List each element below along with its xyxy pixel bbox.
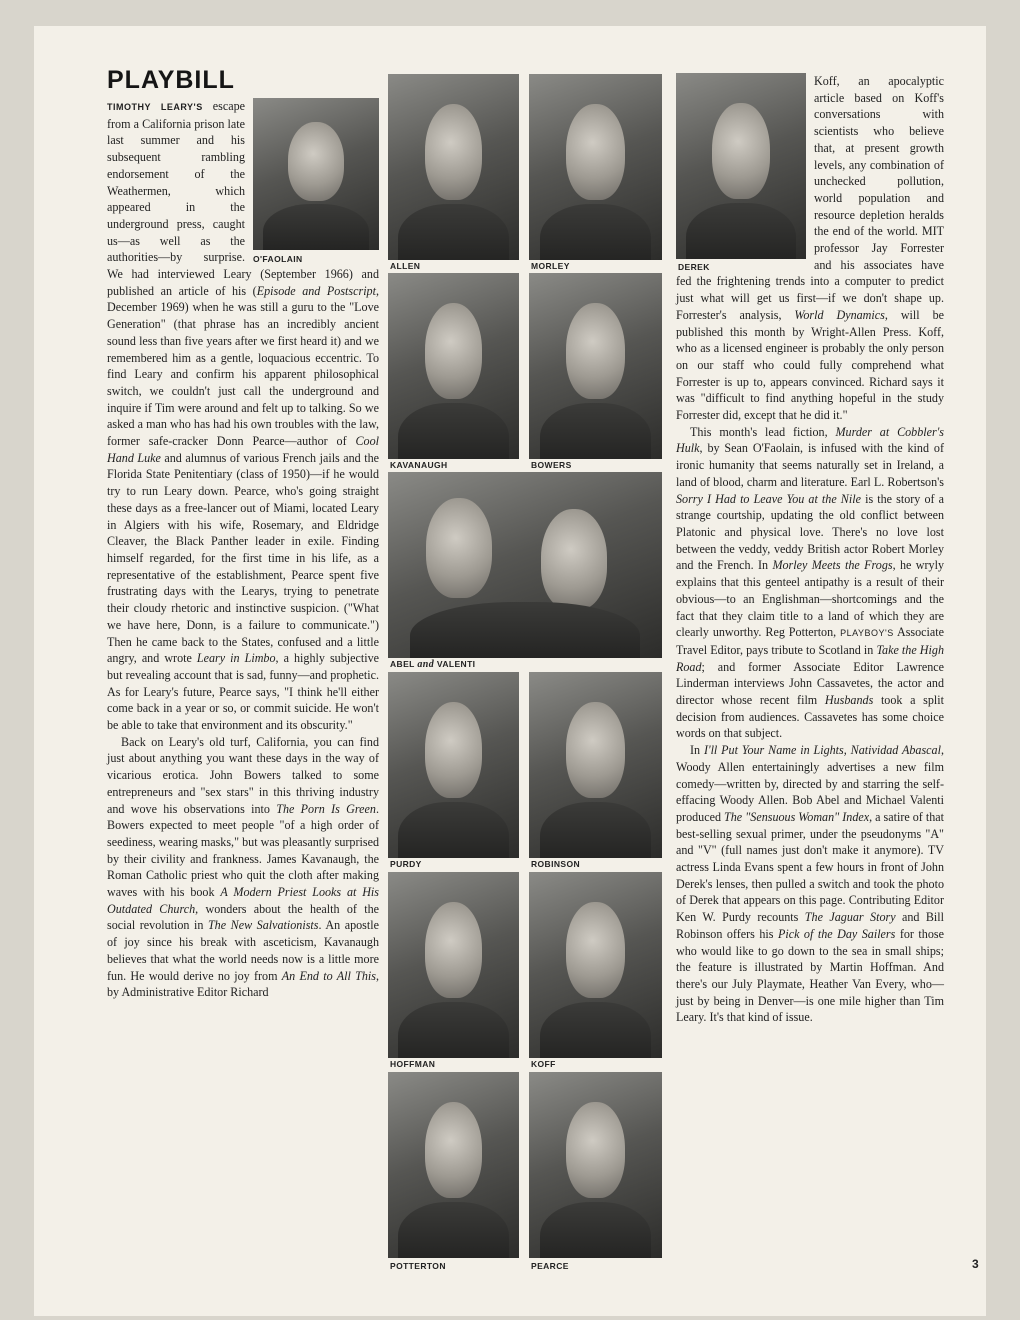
paragraph: TIMOTHY LEARY'S escape from a California prison late last summer and his subsequent rambling endorsement of the Weathermen, which appeared in the underground press, caught us—as well as the authorities—by surprise. We had interviewed Leary (September 1966) and published an article of his (Episode and Postscript, December 1969) when he was still a guru to the "Love Generation" (that phrase has an incredibly ancient sound less than five years after we first heard it) and we remembered him as a gentle, loquacious eccentric. To find Leary and confirm his apparent philosophical switch, we couldn't just call the underground and inquire if Tim were around and felt up to talking. So we asked a man who has had his own troubles with the law, former safe-cracker Donn Pearce—author of Cool Hand Luke and alumnus of various French jails and the Florida State Penitentiary (class of 1950)—if he would try to run Leary down. Pearce, who's going straight these days as a free-lancer out of Miami, located Leary in Algiers with his wife, Rosemary, and Eldridge Cleaver, the Black Panther leader in exile. Finding himself regarded, for the first time in his life, as a representative of the establishment, Pearce spent five frustrating days with the Learys, trying to penetrate their cloudy rhetoric and instinctive suspicion. ("What we have here, Donn, is a failure to communicate.") Then he came back to the States, confused and a little angry, and wrote Leary in Limbo, a highly subjective but revealing account that is sad, funny—and prophetic. As for Leary's future, Pearce says, "I think he'll either come back in a year or so, or commit suicide. He won't be able to take that environment and its obscurity." bbox=[107, 99, 380, 733]
portrait-kavanaugh bbox=[388, 273, 519, 459]
caption-derek: DEREK bbox=[678, 262, 710, 272]
paragraph: Koff, an apocalyptic article based on Koff's conversations with scientists who believe that, at present growth levels, any combination of unchecked pollution, world population and resource depletion heralds the end of the world. MIT professor Jay Forrester and his associates have fed the frightening trends into a computer to predict just what will get us first—if we don't shape up. Forrester's analysis, World Dynamics, will be published this month by Wright-Allen Press. Koff, who as a licensed engineer is probably the only person on our staff who could fully comprehend what Forrester is up to, appears convinced. Richard says it was "difficult to find anything hopeful in the study Forrester did, except that he did it." bbox=[676, 74, 944, 423]
caption-koff: KOFF bbox=[531, 1059, 556, 1069]
portrait-potterton bbox=[388, 1072, 519, 1258]
caption-potterton: POTTERTON bbox=[390, 1261, 446, 1271]
portrait-purdy bbox=[388, 672, 519, 858]
paragraph: This month's lead fiction, Murder at Cobbler's Hulk, by Sean O'Faolain, is infused with the kind of ironic humanity that seems naturally set in Ireland, a land of blood, charm and literature. Earl L. Robertson's Sorry I Had to Leave You at the Nile is the story of a strange courtship, updating the old conflict between Platonic and physical love. There's no love lost between the veddy, veddy British actor Robert Morley and the French. In Morley Meets the Frogs, he wryly explains that this genteel antipathy is a result of their obvious—to an Englishman—shortcomings and the fact that they claim title to a land of which they are clearly unworthy. Reg Potterton, PLAYBOY'S Associate Travel Editor, pays tribute to Scotland in Take the High Road; and former Associate Editor Lawrence Linderman interviews John Cassavetes, the actor and director whose recent film Husbands took a split decision from audiences. Cassavetes has some choice words on that subject. bbox=[676, 424, 945, 741]
portrait-allen bbox=[388, 74, 519, 260]
caption-purdy: PURDY bbox=[390, 859, 422, 869]
caption-kavanaugh: KAVANAUGH bbox=[390, 460, 448, 470]
portrait-derek bbox=[676, 73, 806, 259]
portrait-pearce bbox=[529, 1072, 662, 1258]
paragraph: Back on Leary's old turf, California, you can find just about anything you want these days in the way of vicarious erotica. John Bowers talked to some entrepreneurs and "sex stars" in this thriving industry and wove his observations into The Porn Is Green. Bowers expected to meet people "of a high order of seediness, wearing masks," but was pleasantly surprised by their civility and frankness. James Kavanaugh, the Roman Catholic priest who quit the cloth after making waves with his book A Modern Priest Looks at His Outdated Church, wonders about the health of the social revolution in The New Salvationists. An apostle of joy since his break with asceticism, Kavanaugh believes that what the world needs now is a little more fun. He would derive no joy from An End to All This, by Administrative Editor Richard bbox=[107, 734, 379, 1000]
portrait-body bbox=[263, 204, 369, 250]
caption-morley: MORLEY bbox=[531, 261, 570, 271]
caption-pearce: PEARCE bbox=[531, 1261, 569, 1271]
photo-derek bbox=[676, 73, 806, 272]
portrait-robinson bbox=[529, 672, 662, 858]
page-number: 3 bbox=[972, 1257, 979, 1271]
caption-robinson: ROBINSON bbox=[531, 859, 581, 869]
portrait-hoffman bbox=[388, 872, 519, 1058]
caption-ofaolain: O'FAOLAIN bbox=[253, 254, 303, 264]
portrait-bowers bbox=[529, 273, 662, 459]
page-title: PLAYBILL bbox=[107, 66, 235, 94]
portrait-morley bbox=[529, 74, 662, 260]
left-text-column bbox=[107, 98, 379, 1001]
caption-bowers: BOWERS bbox=[531, 460, 572, 470]
photo-ofaolain bbox=[253, 98, 379, 264]
right-text-column bbox=[676, 73, 944, 1026]
portrait-head bbox=[288, 122, 343, 201]
portrait-koff bbox=[529, 872, 662, 1058]
caption-hoffman: HOFFMAN bbox=[390, 1059, 436, 1069]
caption-allen: ALLEN bbox=[390, 261, 421, 271]
portrait-abel-valenti bbox=[388, 472, 662, 658]
portrait-ofaolain bbox=[253, 98, 379, 250]
caption-abel-valenti: ABEL and VALENTI bbox=[390, 659, 476, 670]
paragraph: In I'll Put Your Name in Lights, Natividad Abascal, Woody Allen entertainingly advertises a new film comedy—written by, directed by and starring the self-effacing Woody Allen. Bob Abel and Michael Valenti produced The "Sensuous Woman" Index, a satire of that best-selling sexual primer, under the pseudonyms "A" and "V" (full names just don't make it anymore). TV actress Linda Evans spent a few hours in front of John Derek's lenses, then pulled a switch and took the photo of Derek that appears on this page. Contributing Editor Ken W. Purdy recounts The Jaguar Story and Bill Robinson offers his Pick of the Day Sailers for those who would like to go down to the sea in small ships; the feature is illustrated by Martin Hoffman. And there's our July Playmate, Heather Van Every, who—just by being in Denver—is one mile higher than Tim Leary. It's that kind of issue. bbox=[676, 743, 945, 1025]
